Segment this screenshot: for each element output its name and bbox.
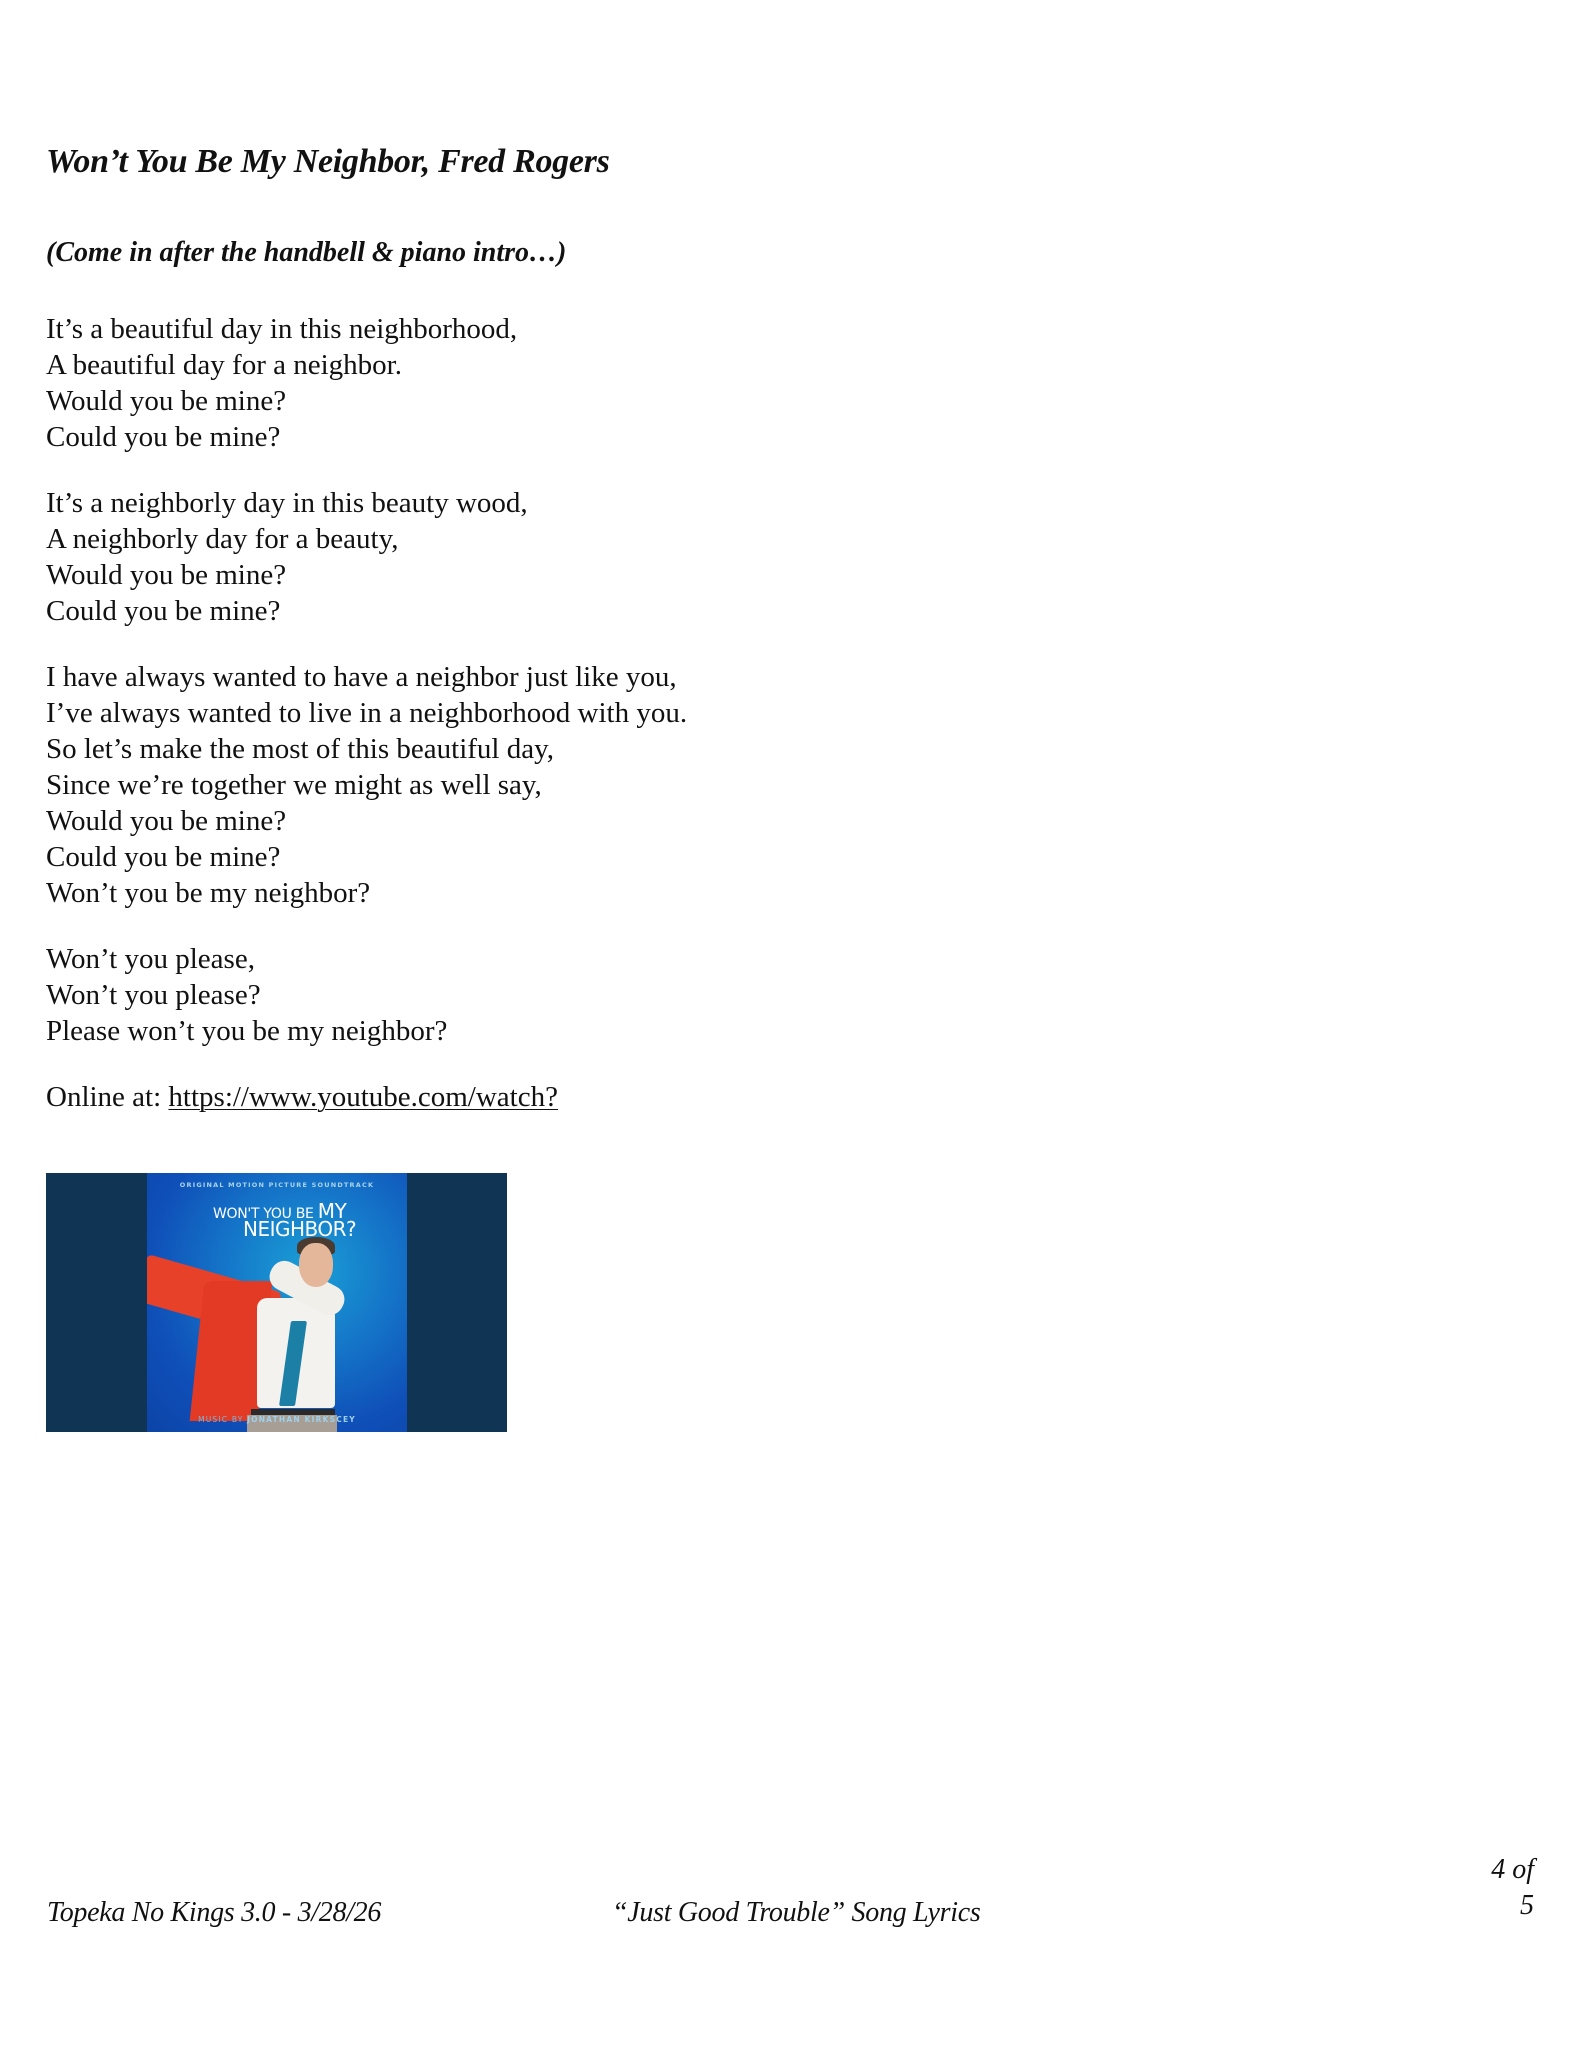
lyric-line: It’s a beautiful day in this neighborhood, <box>46 313 518 345</box>
lyric-line: Won’t you be my neighbor? <box>46 877 371 909</box>
cover-subtitle: ORIGINAL MOTION PICTURE SOUNDTRACK <box>179 1181 375 1189</box>
page-number <box>1491 1852 1534 1924</box>
credit-name: JONATHAN KIRKSCEY <box>247 1415 356 1424</box>
lyric-line: Won’t you please? <box>46 979 261 1011</box>
lyric-line: A neighborly day for a beauty, <box>46 523 399 555</box>
stanza-3 <box>46 659 687 911</box>
lyric-line: Could you be mine? <box>46 421 281 453</box>
lyric-line: I have always wanted to have a neighbor just like you, <box>46 661 677 693</box>
lyric-line: Would you be mine? <box>46 805 287 837</box>
lyric-line: I’ve always wanted to live in a neighborhood with you. <box>46 697 688 729</box>
lyric-line: Would you be mine? <box>46 385 287 417</box>
lyrics-body <box>46 311 687 1115</box>
page-number-line2: 5 <box>1520 1890 1534 1921</box>
lyric-line: Please won’t you be my neighbor? <box>46 1015 448 1047</box>
online-label: Online at: <box>46 1081 169 1113</box>
online-reference <box>46 1079 687 1115</box>
lyric-line: A beautiful day for a neighbor. <box>46 349 402 381</box>
cover-title-line2: NEIGHBOR? <box>243 1217 357 1241</box>
album-cover <box>147 1173 407 1432</box>
cover-credit <box>147 1415 407 1424</box>
footer-event: Topeka No Kings 3.0 - 3/28/26 <box>47 1897 382 1928</box>
lyric-line: Won’t you please, <box>46 943 255 975</box>
lyric-line: So let’s make the most of this beautiful day, <box>46 733 554 765</box>
lyric-line: Since we’re together we might as well say, <box>46 769 542 801</box>
face <box>299 1243 333 1287</box>
page-number-line1: 4 of <box>1491 1854 1534 1885</box>
credit-prefix: MUSIC BY <box>198 1415 248 1424</box>
cover-title-big: MY <box>317 1199 347 1223</box>
cover-title-small: WON'T YOU BE <box>213 1206 318 1222</box>
stanza-2 <box>46 485 687 629</box>
video-thumbnail[interactable] <box>46 1173 507 1432</box>
lyric-line: Would you be mine? <box>46 559 287 591</box>
lyric-line: Could you be mine? <box>46 595 281 627</box>
performance-note: (Come in after the handbell & piano intro…) <box>46 237 567 268</box>
lyric-line: Could you be mine? <box>46 841 281 873</box>
footer-document-title: “Just Good Trouble” Song Lyrics <box>612 1897 981 1928</box>
stanza-1 <box>46 311 687 455</box>
song-title: Won’t You Be My Neighbor, Fred Rogers <box>46 143 610 180</box>
lyric-line: It’s a neighborly day in this beauty wood, <box>46 487 528 519</box>
youtube-link[interactable]: https://www.youtube.com/watch? <box>168 1081 558 1113</box>
stanza-4 <box>46 941 687 1049</box>
